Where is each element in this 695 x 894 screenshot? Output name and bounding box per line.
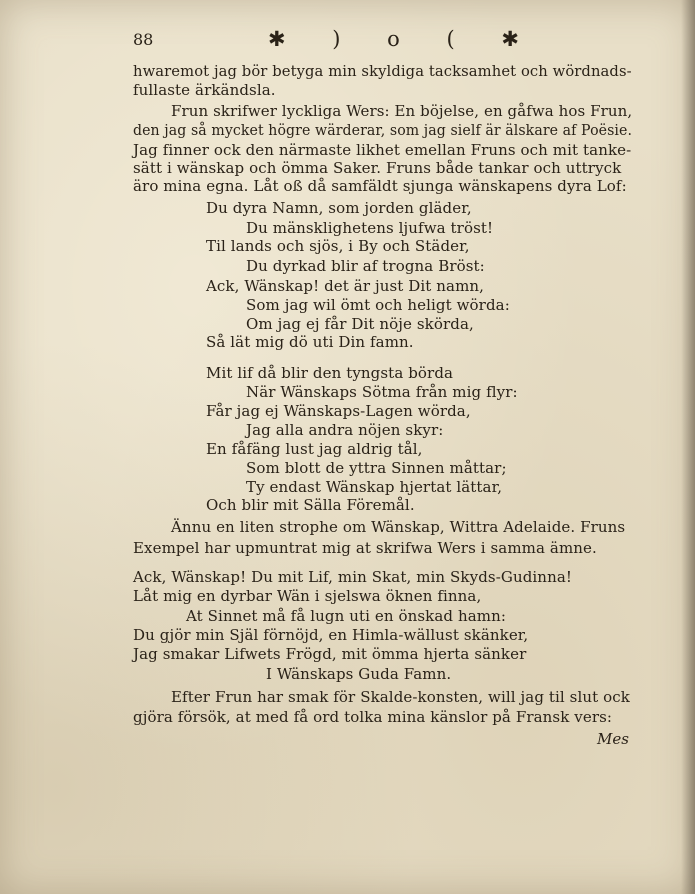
- text-line: Til lands och sjös, i By och Städer,: [206, 237, 470, 255]
- text-line: den jag så mycket högre wärderar, som jag sielf är älskare af Poësie.: [133, 121, 633, 139]
- text-line: hwaremot jag bör betyga min skyldiga tacksamhet och wördnads-: [133, 62, 632, 80]
- text-line: Som blott de yttra Sinnen måttar;: [246, 459, 507, 477]
- catchword: Mes: [597, 730, 629, 748]
- text-line: Du mänsklighetens ljufwa tröst!: [246, 219, 494, 237]
- text-line: I Wänskaps Guda Famn.: [266, 665, 452, 683]
- text-line: Du dyrkad blir af trogna Bröst:: [246, 257, 485, 275]
- text-line: Och blir mit Sälla Föremål.: [206, 496, 415, 514]
- text-line: Jag smakar Lifwets Frögd, mit ömma hjerta sänker: [133, 645, 527, 663]
- text-line: Ännu en liten strophe om Wänskap, Wittra Adelaide. Fruns: [171, 518, 626, 536]
- text-line: Du dyra Namn, som jorden gläder,: [206, 199, 472, 217]
- text-line: En fåfäng lust jag aldrig tål,: [206, 440, 423, 458]
- text-line: När Wänskaps Sötma från mig flyr:: [246, 383, 518, 401]
- text-line: sätt i wänskap och ömma Saker. Fruns både tankar och uttryck: [133, 159, 622, 177]
- page-edge-shadow: [681, 0, 695, 894]
- text-line: Frun skrifwer lyckliga Wers: En böjelse, en gåfwa hos Frun,: [171, 102, 633, 120]
- text-line: Ack, Wänskap! det är just Dit namn,: [206, 277, 485, 295]
- text-line: Exempel har upmuntrat mig at skrifwa Wers i samma ämne.: [133, 539, 597, 557]
- page-number: 88: [133, 30, 154, 49]
- text-line: Om jag ej får Dit nöje skörda,: [246, 315, 474, 333]
- text-line: Ty endast Wänskap hjertat lättar,: [246, 478, 503, 496]
- text-line: Efter Frun har smak för Skalde-konsten, will jag til slut ock: [171, 688, 630, 706]
- text-line: Mit lif då blir den tyngsta börda: [206, 364, 454, 382]
- text-line: At Sinnet må få lugn uti en önskad hamn:: [186, 607, 507, 625]
- text-line: Jag alla andra nöjen skyr:: [246, 421, 444, 439]
- text-line: Ack, Wänskap! Du mit Lif, min Skat, min Skyds-Gudinna!: [133, 568, 573, 586]
- text-line: Som jag wil ömt och heligt wörda:: [246, 296, 510, 314]
- text-line: Jag finner ock den närmaste likhet emellan Fruns och mit tanke-: [133, 141, 632, 159]
- text-line: Du gjör min Själ förnöjd, en Himla-wällust skänker,: [133, 626, 529, 644]
- text-line: Låt mig en dyrbar Wän i sjelswa öknen finna,: [133, 587, 482, 605]
- text-line: fullaste ärkändsla.: [133, 81, 276, 99]
- text-line: Så lät mig dö uti Din famn.: [206, 333, 414, 351]
- text-line: äro mina egna. Låt oß då samfäldt sjunga wänskapens dyra Lof:: [133, 177, 627, 195]
- header-ornament: ✱ ) o ( ✱: [268, 27, 539, 51]
- text-line: gjöra försök, at med få ord tolka mina känslor på Fransk vers:: [133, 708, 613, 726]
- text-line: Får jag ej Wänskaps-Lagen wörda,: [206, 402, 471, 420]
